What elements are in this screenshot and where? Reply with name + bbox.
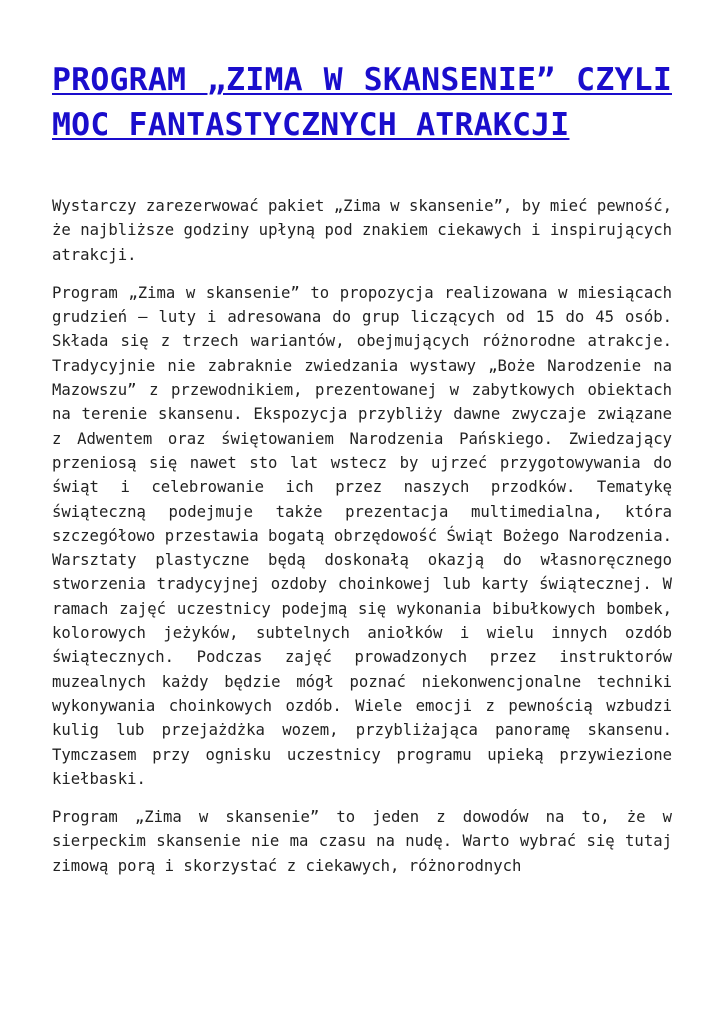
article-paragraph-program-details: Program „Zima w skansenie” to propozycja realizowana w miesiącach grudzień – luty i adresowana do grup liczących od 15 do 45 osób. Składa się z trzech wariantów, obejmujących różnorodne atrakcje. Tradycyjnie nie zabraknie zwiedzania wystawy „Boże Narodzenie na Mazowszu” z przewodnikiem, prezentowanej w zabytkowych obiektach na terenie skansenu. Ekspozycja przybliży dawne zwyczaje związane z Adwentem oraz świętowaniem Narodzenia Pańskiego. Zwiedzający przeniosą się nawet sto lat wstecz by ujrzeć przygotowywania do świąt i celebrowanie ich przez naszych przodków. Tematykę świąteczną podejmuje także prezentacja multimedialna, która szczegółowo przestawia bogatą obrzędowość Świąt Bożego Narodzenia. Warsztaty plastyczne będą doskonałą okazją do własnoręcznego stworzenia tradycyjnej ozdoby choinkowej lub karty świątecznej. W ramach zajęć uczestnicy podejmą się wykonania bibułkowych bombek, kolorowych jeżyków, subtelnych aniołków i wielu innych ozdób świątecznych. Podczas zajęć prowadzonych przez instruktorów muzealnych każdy będzie mógł poznać niekonwencjonalne techniki wykonywania choinkowych ozdób. Wiele emocji z pewnością wzbudzi kulig lub przejażdżka wozem, przybliżająca panoramę skansenu. Tymczasem przy ognisku uczestnicy programu upieką przywiezione kiełbaski. [52,283,672,788]
article-title-link[interactable]: PROGRAM „ZIMA W SKANSENIE” CZYLI MOC FANTASTYCZNYCH ATRAKCJI [52,62,672,143]
document-page [52,58,672,892]
article-body [52,194,672,878]
article-paragraph-intro: Wystarczy zarezerwować pakiet „Zima w skansenie”, by mieć pewność, że najbliższe godziny upłyną pod znakiem ciekawych i inspirujących atrakcji. [52,197,672,264]
article-paragraph-conclusion: Program „Zima w skansenie” to jeden z dowodów na to, że w sierpeckim skansenie nie ma czasu na nudę. Warto wybrać się tutaj zimową porą i skorzystać z ciekawych, różnorodnych [52,808,672,875]
